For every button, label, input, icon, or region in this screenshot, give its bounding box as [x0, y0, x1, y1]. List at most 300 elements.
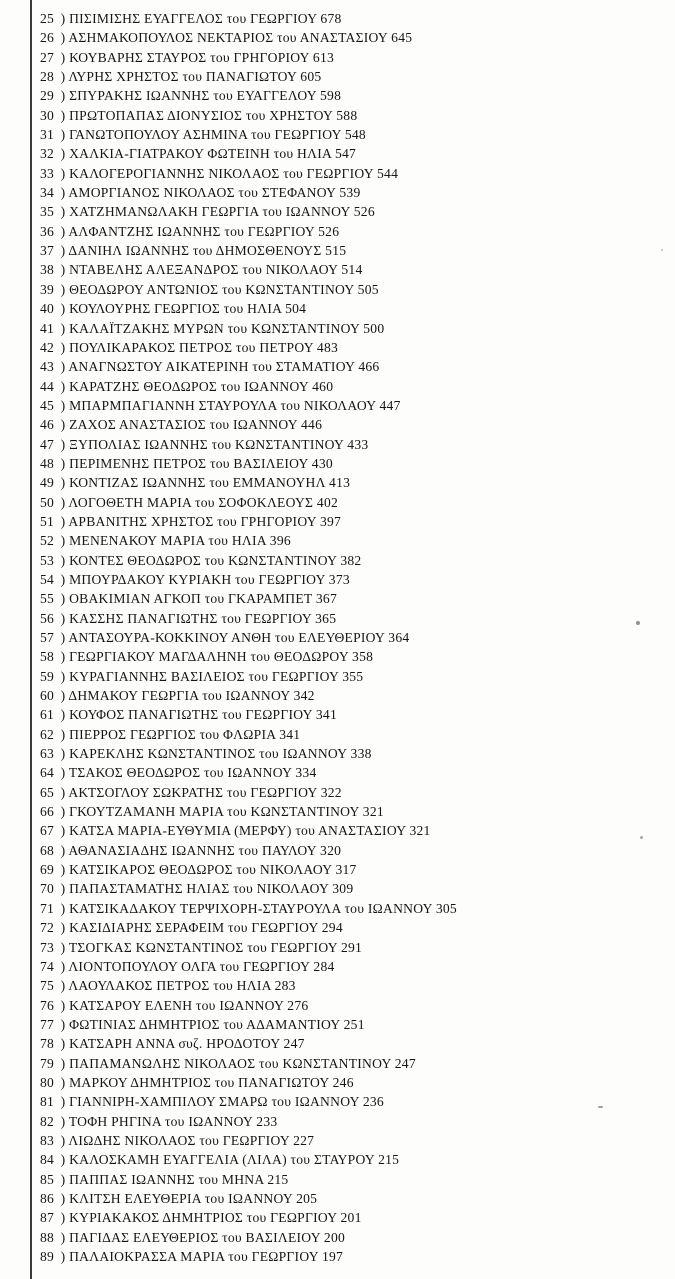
entry-number: 73: [40, 939, 55, 955]
entry-number: 37: [40, 243, 55, 259]
entry-number: 68: [40, 842, 55, 858]
candidate-entry: [40, 609, 671, 628]
parent-name: ΝΙΚΟΛΑΟΥ: [256, 881, 329, 897]
vote-count: 305: [435, 900, 457, 916]
entry-paren: ): [57, 1113, 69, 1129]
candidate-entry: [40, 802, 671, 821]
entry-paren: ): [57, 1132, 69, 1148]
relation-word: του: [182, 69, 203, 85]
entry-paren: ): [57, 301, 70, 317]
relation-word: του: [242, 262, 263, 278]
candidate-entry: [40, 9, 671, 28]
candidate-entry: [40, 454, 671, 473]
relation-word: του: [199, 1132, 220, 1148]
scan-speck: [636, 621, 640, 625]
entry-paren: ): [57, 11, 70, 26]
relation-word: του: [238, 842, 259, 858]
candidate-name: ΜΠΟΥΡΔΑΚΟΥ ΚΥΡΙΑΚΗ: [69, 571, 232, 587]
relation-word: του: [204, 591, 225, 607]
candidate-entry: [40, 164, 671, 183]
entry-paren: ): [57, 997, 70, 1013]
candidate-entry: [40, 1247, 671, 1266]
relation-word: του: [274, 630, 295, 645]
candidate-name: ΠΑΠΑΜΑΝΩΛΗΣ ΝΙΚΟΛΑΟΣ: [69, 1055, 256, 1071]
parent-name: ΙΩΑΝΝΟΥ: [219, 997, 284, 1013]
parent-name: ΠΑΝΑΓΙΩΤΟΥ: [205, 69, 297, 85]
candidate-name: ΔΗΜΑΚΟΥ ΓΕΩΡΓΙΑ: [68, 688, 199, 704]
vote-count: 515: [325, 243, 347, 259]
entry-number: 81: [40, 1094, 55, 1110]
vote-count: 397: [319, 513, 342, 529]
relation-word: του: [204, 552, 225, 568]
vote-count: 364: [388, 630, 410, 645]
candidate-name: ΚΑΣΙΔΙΑΡΗΣ ΣΕΡΑΦΕΙΜ: [69, 920, 225, 936]
vote-count: 294: [321, 920, 343, 936]
entry-paren: ): [57, 726, 70, 742]
candidate-name: ΚΟΝΤΙΖΑΣ ΙΩΑΝΝΗΣ: [69, 475, 206, 491]
relation-word: του: [223, 301, 244, 317]
relation-word: του: [214, 1074, 235, 1090]
parent-name: ΙΩΑΝΝΟΥ: [227, 765, 292, 781]
candidate-name: ΠΟΥΛΙΚΑΡΑΚΟΣ ΠΕΤΡΟΣ: [69, 339, 233, 355]
candidate-name: ΚΑΤΣΑ ΜΑΡΙΑ-ΕΥΘΥΜΙΑ (ΜΕΡΦΥ): [69, 823, 292, 839]
entry-paren: ): [57, 881, 70, 897]
vote-count: 483: [316, 339, 339, 355]
relation-word: του: [227, 320, 248, 336]
entry-paren: ): [57, 359, 69, 375]
relation-word: του: [223, 1016, 244, 1032]
relation-word: του: [217, 513, 237, 529]
vote-count: 447: [379, 397, 401, 413]
entry-paren: ): [57, 455, 70, 471]
candidate-entry: [40, 319, 671, 338]
vote-count: 236: [362, 1094, 384, 1110]
entry-number: 69: [40, 862, 55, 878]
parent-name: ΗΡΟΔΟΤΟΥ: [206, 1036, 280, 1052]
entry-number: 83: [40, 1132, 55, 1148]
relation-word: του: [164, 1113, 185, 1129]
relation-word: του: [259, 1055, 279, 1071]
candidate-entry: [40, 744, 671, 763]
candidate-name: ΑΜΟΡΓΙΑΝΟΣ ΝΙΚΟΛΑΟΣ: [68, 185, 235, 201]
entry-number: 75: [40, 978, 55, 994]
candidate-name: ΚΑΡΑΤΖΗΣ ΘΕΟΔΩΡΟΣ: [69, 378, 218, 394]
parent-name: ΗΛΙΑ: [231, 533, 267, 549]
entry-number: 39: [40, 281, 55, 297]
candidate-name: ΜΠΑΡΜΠΑΓΙΑΝΝΗ ΣΤΑΥΡΟΥΛΑ: [69, 397, 277, 413]
relation-word: του: [209, 417, 230, 433]
entry-number: 71: [40, 900, 55, 916]
vote-count: 227: [293, 1132, 315, 1148]
vote-count: 402: [316, 494, 339, 510]
entry-paren: ): [57, 533, 70, 549]
vote-count: 544: [376, 165, 399, 181]
parent-name: ΓΕΩΡΓΙΟΥ: [270, 939, 338, 955]
parent-name: ΣΤΕΦΑΝΟΥ: [261, 185, 336, 201]
parent-name: ΓΡΗΓΟΡΙΟΥ: [233, 49, 310, 65]
candidate-name: ΠΑΠΑΣΤΑΜΑΤΗΣ ΗΛΙΑΣ: [69, 881, 230, 897]
entry-paren: ): [57, 978, 69, 994]
vote-count: 317: [335, 862, 357, 878]
entry-number: 86: [40, 1190, 55, 1206]
candidate-name: ΤΣΟΓΚΑΣ ΚΩΝΣΤΑΝΤΙΝΟΣ: [68, 939, 244, 955]
vote-count: 413: [329, 475, 351, 491]
parent-name: ΙΩΑΝΝΟΥ: [225, 688, 290, 704]
vote-count: 500: [363, 320, 385, 336]
entry-number: 32: [40, 146, 55, 162]
candidate-entry: [40, 473, 671, 492]
candidate-name: ΚΑΤΣΙΚΑΔΑΚΟΥ ΤΕΡΨΙΧΟΡΗ-ΣΤΑΥΡΟΥΛΑ: [69, 900, 341, 916]
candidate-name: ΘΕΟΔΩΡΟΥ ΑΝΤΩΝΙΟΣ: [69, 281, 219, 297]
vote-count: 396: [269, 533, 291, 549]
parent-name: ΙΩΑΝΝΟΥ: [367, 900, 433, 916]
candidate-entry: [40, 1054, 671, 1073]
parent-name: ΣΟΦΟΚΛΕΟΥΣ: [218, 494, 314, 510]
candidate-name: ΚΥΡΑΓΙΑΝΝΗΣ ΒΑΣΙΛΕΙΟΣ: [69, 668, 245, 684]
parent-name: ΑΔΑΜΑΝΤΙΟΥ: [246, 1016, 340, 1032]
entry-paren: ): [57, 842, 69, 858]
parent-name: ΒΑΣΙΛΕΙΟΥ: [233, 455, 309, 471]
relation-word: του: [259, 746, 279, 762]
candidate-entry: [40, 1034, 671, 1053]
entry-number: 61: [40, 707, 55, 723]
candidate-name: ΓΕΩΡΓΙΑΚΟΥ ΜΑΓΔΑΛΗΝΗ: [69, 649, 247, 665]
parent-name: ΚΩΝΣΤΑΝΤΙΝΟΥ: [228, 552, 337, 568]
entry-paren: ): [57, 958, 69, 974]
vote-count: 233: [256, 1113, 278, 1129]
vote-count: 645: [391, 30, 413, 46]
parent-name: ΒΑΣΙΛΕΙΟΥ: [245, 1229, 321, 1245]
parent-name: ΙΩΑΝΝΟΥ: [282, 746, 347, 762]
candidate-entry: [40, 222, 671, 241]
candidate-name: ΚΑΣΣΗΣ ΠΑΝΑΓΙΩΤΗΣ: [69, 610, 218, 626]
entry-number: 38: [40, 262, 55, 278]
parent-name: ΚΩΝΣΤΑΝΤΙΝΟΥ: [245, 281, 354, 297]
vote-count: 588: [336, 107, 358, 123]
candidate-entry: [40, 435, 671, 454]
parent-name: ΗΛΙΑ: [297, 146, 332, 162]
candidate-entry: [40, 28, 671, 47]
candidate-entry: [40, 1208, 671, 1227]
vote-count: 358: [352, 649, 374, 665]
candidate-name: ΛΙΩΔΗΣ ΝΙΚΟΛΑΟΣ: [68, 1132, 196, 1148]
entry-number: 60: [40, 688, 55, 704]
candidate-entry: [40, 860, 671, 879]
parent-name: ΓΕΩΡΓΙΟΥ: [251, 1249, 319, 1264]
vote-count: 321: [409, 823, 431, 839]
candidate-entry: [40, 1092, 671, 1111]
entry-number: 77: [40, 1016, 55, 1032]
entry-number: 30: [40, 107, 55, 123]
candidate-entry: [40, 202, 671, 221]
parent-name: ΓΡΗΓΟΡΙΟΥ: [240, 513, 317, 529]
vote-count: 322: [320, 784, 342, 800]
candidate-entry: [40, 667, 671, 686]
entry-number: 72: [40, 920, 55, 936]
candidate-name: ΝΤΑΒΕΛΗΣ ΑΛΕΞΑΝΔΡΟΣ: [69, 262, 239, 278]
parent-name: ΙΩΑΝΝΟΥ: [188, 1113, 253, 1129]
entry-paren: ): [57, 417, 70, 433]
candidate-name: ΛΙΟΝΤΟΠΟΥΛΟΥ ΟΛΓΑ: [68, 958, 217, 974]
candidate-name: ΠΡΩΤΟΠΑΠΑΣ ΔΙΟΝΥΣΙΟΣ: [69, 107, 243, 123]
parent-name: ΚΩΝΣΤΑΝΤΙΝΟΥ: [235, 436, 344, 452]
candidate-entry: [40, 957, 671, 976]
entry-number: 85: [40, 1171, 55, 1187]
relation-word: του: [209, 475, 230, 491]
parent-name: ΓΕΩΡΓΙΟΥ: [250, 784, 318, 800]
candidate-entry: [40, 783, 671, 802]
relation-word: του: [344, 900, 365, 916]
candidate-name: ΚΟΥΒΑΡΗΣ ΣΤΑΥΡΟΣ: [69, 49, 207, 65]
parent-name: ΓΚΑΡΑΜΠΕΤ: [228, 591, 313, 607]
entry-number: 58: [40, 649, 55, 665]
entry-paren: ): [57, 146, 70, 162]
entry-number: 41: [40, 320, 55, 336]
entry-paren: ): [57, 1074, 70, 1090]
vote-count: 514: [341, 262, 363, 278]
candidate-entry: [40, 976, 671, 995]
scan-speck: [598, 1106, 603, 1108]
parent-name: ΜΗΝΑ: [221, 1171, 264, 1187]
relation-word: του: [194, 494, 215, 510]
candidate-name: ΑΝΤΑΣΟΥΡΑ-ΚΟΚΚΙΝΟΥ ΑΝΘΗ: [68, 630, 272, 645]
relation-word: του: [250, 649, 271, 665]
candidate-entry: [40, 1131, 671, 1150]
candidate-name: ΧΑΛΚΙΑ-ΓΙΑΤΡΑΚΟΥ ΦΩΤΕΙΝΗ: [69, 146, 270, 162]
entry-paren: ): [57, 243, 69, 259]
candidate-name: ΑΘΑΝΑΣΙΑΔΗΣ ΙΩΑΝΝΗΣ: [68, 842, 235, 858]
entry-paren: ): [57, 823, 70, 839]
parent-name: ΚΩΝΣΤΑΝΤΙΝΟΥ: [250, 804, 360, 820]
entry-number: 25: [40, 11, 55, 26]
entry-paren: ): [57, 746, 70, 762]
candidate-name: ΚΥΡΙΑΚΑΚΟΣ ΔΗΜΗΤΡΙΟΣ: [69, 1210, 244, 1226]
candidate-entry: [40, 879, 671, 898]
candidate-name: ΤΣΑΚΟΣ ΘΕΟΔΩΡΟΣ: [68, 765, 201, 781]
entry-number: 45: [40, 397, 55, 413]
vote-count: 365: [315, 610, 337, 626]
entry-number: 64: [40, 765, 55, 781]
entry-paren: ): [57, 630, 69, 645]
vote-count: 605: [300, 69, 322, 85]
relation-word: του: [222, 1229, 242, 1245]
candidate-name: ΖΑΧΟΣ ΑΝΑΣΤΑΣΙΟΣ: [69, 417, 206, 433]
relation-word: του: [226, 11, 247, 26]
candidate-entry: [40, 725, 671, 744]
entry-number: 59: [40, 668, 55, 684]
relation-word: του: [192, 243, 213, 259]
relation-word: του: [204, 765, 224, 781]
candidate-name: ΛΥΡΗΣ ΧΡΗΣΤΟΣ: [68, 69, 179, 85]
vote-count: 466: [358, 359, 380, 375]
entry-paren: ): [57, 1016, 70, 1032]
relation-word: του: [202, 688, 222, 704]
parent-name: ΗΛΙΑ: [247, 301, 282, 317]
relation-word: του: [210, 49, 230, 65]
vote-count: 334: [295, 765, 317, 781]
candidate-entry: [40, 1189, 671, 1208]
candidate-entry: [40, 396, 671, 415]
candidate-entry: [40, 280, 671, 299]
relation-word: του: [246, 1210, 267, 1226]
candidate-name: ΠΙΣΙΜΙΣΗΣ ΕΥΑΓΓΕΛΟΣ: [69, 11, 224, 26]
entry-number: 74: [40, 958, 55, 974]
vote-count: 433: [347, 436, 369, 452]
entry-number: 50: [40, 494, 55, 510]
candidate-entry: [40, 647, 671, 666]
candidate-name: ΣΠΥΡΑΚΗΣ ΙΩΑΝΝΗΣ: [69, 88, 210, 104]
entry-paren: ): [57, 668, 70, 684]
entry-paren: ): [57, 571, 70, 587]
parent-name: ΙΩΑΝΝΟΥ: [244, 378, 309, 394]
candidate-entry: [40, 1228, 671, 1247]
parent-name: ΓΕΩΡΓΙΟΥ: [251, 920, 319, 936]
relation-word: του: [228, 1249, 248, 1264]
candidate-name: ΚΟΥΦΟΣ ΠΑΝΑΓΙΩΤΗΣ: [69, 707, 219, 723]
entry-paren: ): [57, 339, 70, 355]
relation-word: του: [235, 571, 255, 587]
entry-number: 80: [40, 1074, 55, 1090]
entry-paren: ): [57, 939, 69, 955]
candidate-entry: [40, 106, 671, 125]
candidate-entry: [40, 260, 671, 279]
parent-name: ΕΥΑΓΓΕΛΟΥ: [236, 88, 317, 104]
candidate-name: ΠΑΠΠΑΣ ΙΩΑΝΝΗΣ: [69, 1171, 195, 1187]
entry-paren: ): [57, 784, 69, 800]
candidate-entry: [40, 705, 671, 724]
vote-count: 338: [350, 746, 372, 762]
entry-number: 88: [40, 1229, 55, 1245]
entry-number: 26: [40, 30, 55, 46]
entry-paren: ): [57, 1190, 70, 1206]
relation-word: του: [227, 920, 248, 936]
vote-count: 247: [394, 1055, 416, 1071]
relation-word: του: [245, 107, 266, 123]
candidate-entry: [40, 1015, 671, 1034]
candidate-name: ΛΟΓΟΘΕΤΗ ΜΑΡΙΑ: [68, 494, 192, 510]
candidate-entry: [40, 551, 671, 570]
candidate-name: ΚΛΙΤΣΗ ΕΛΕΥΘΕΡΙΑ: [69, 1190, 202, 1206]
entry-number: 51: [40, 513, 55, 529]
relation-word: του: [233, 881, 253, 897]
parent-name: ΓΕΩΡΓΙΟΥ: [271, 668, 339, 684]
candidate-name: ΚΑΛΟΣΚΑΜΗ ΕΥΑΓΓΕΛΙΑ (ΛΙΛΑ): [69, 1152, 287, 1168]
entry-paren: ): [57, 397, 70, 413]
relation-word: του: [235, 339, 256, 355]
entry-number: 82: [40, 1113, 55, 1129]
entry-paren: ): [57, 320, 70, 336]
parent-name: ΙΩΑΝΝΟΥ: [285, 204, 351, 220]
candidate-entry: [40, 821, 671, 840]
candidate-name: ΑΡΒΑΝΙΤΗΣ ΧΡΗΣΤΟΣ: [68, 513, 214, 529]
entry-paren: ): [57, 494, 69, 510]
candidate-entry: [40, 299, 671, 318]
vote-count: 247: [283, 1036, 305, 1052]
entry-number: 44: [40, 378, 55, 394]
vote-count: 291: [340, 939, 363, 955]
vote-count: 215: [378, 1152, 400, 1168]
entry-paren: ): [57, 804, 70, 820]
candidate-entry: [40, 938, 671, 957]
candidate-name: ΠΙΕΡΡΟΣ ΓΕΩΡΓΙΟΣ: [69, 726, 196, 742]
vote-count: 373: [328, 571, 350, 587]
vote-count: 341: [279, 726, 301, 742]
entry-number: 27: [40, 49, 55, 65]
entry-number: 29: [40, 88, 55, 104]
candidate-entry: [40, 918, 671, 937]
entry-paren: ): [57, 262, 70, 278]
scan-speck: [661, 249, 663, 251]
vote-count: 321: [362, 804, 384, 820]
vote-count: 246: [332, 1074, 354, 1090]
candidate-name: ΓΙΑΝΝΙΡΗ-ΧΑΜΠΙΛΟΥ ΣΜΑΡΩ: [69, 1094, 268, 1110]
candidate-entry: [40, 589, 671, 608]
candidate-name: ΞΥΠΟΛΙΑΣ ΙΩΑΝΝΗΣ: [69, 436, 208, 452]
entry-number: 31: [40, 127, 55, 143]
vote-count: 613: [312, 49, 335, 65]
parent-name: ΦΛΩΡΙΑ: [222, 726, 276, 742]
entry-number: 55: [40, 591, 55, 607]
parent-name: ΧΡΗΣΤΟΥ: [269, 107, 333, 123]
entry-number: 52: [40, 533, 55, 549]
candidate-name: ΠΑΛΑΙΟΚΡΑΣΣΑ ΜΑΡΙΑ: [69, 1249, 225, 1264]
candidate-name: ΑΣΗΜΑΚΟΠΟΥΛΟΣ ΝΕΚΤΑΡΙΟΣ: [68, 30, 274, 46]
entry-number: 49: [40, 475, 55, 491]
candidate-entry: [40, 531, 671, 550]
entry-paren: ): [57, 107, 70, 123]
entry-paren: ): [57, 281, 70, 297]
vote-count: 526: [353, 204, 375, 220]
entry-number: 57: [40, 630, 55, 645]
relation-word: του: [280, 397, 301, 413]
entry-number: 56: [40, 610, 55, 626]
candidate-entry: [40, 1150, 671, 1169]
entry-paren: ): [57, 765, 69, 781]
relation-word: του: [227, 804, 247, 820]
entry-paren: ): [57, 649, 70, 665]
parent-name: ΠΑΝΑΓΙΩΤΟΥ: [238, 1074, 329, 1090]
relation-word: του: [273, 146, 294, 162]
relation-word: του: [198, 1171, 219, 1187]
entry-number: 40: [40, 301, 55, 317]
candidate-name: ΔΑΝΙΗΛ ΙΩΑΝΝΗΣ: [68, 243, 190, 259]
entry-paren: ): [57, 900, 70, 916]
entry-paren: ): [57, 688, 69, 704]
vote-count: 367: [315, 591, 337, 607]
candidate-entry: [40, 1112, 671, 1131]
candidate-entry: [40, 996, 671, 1015]
parent-name: ΝΙΚΟΛΑΟΥ: [303, 397, 376, 413]
relation-word: του: [277, 30, 297, 46]
relation-word: του: [211, 436, 232, 452]
parent-name: ΓΕΩΡΓΙΟΥ: [244, 610, 312, 626]
parent-name: ΓΕΩΡΓΙΟΥ: [222, 1132, 290, 1148]
parent-name: ΓΕΩΡΓΙΟΥ: [243, 958, 310, 974]
vote-count: 283: [274, 978, 296, 994]
parent-name: ΓΕΩΡΓΙΟΥ: [270, 1210, 337, 1226]
candidate-name: ΜΕΝΕΝΑΚΟΥ ΜΑΡΙΑ: [69, 533, 205, 549]
candidate-entry: [40, 841, 671, 860]
candidate-name: ΟΒΑΚΙΜΙΑΝ ΑΓΚΟΠ: [69, 591, 201, 607]
candidate-entry: [40, 338, 671, 357]
vote-count: 430: [311, 455, 333, 471]
entry-number: 62: [40, 726, 55, 742]
entry-number: 48: [40, 455, 55, 471]
parent-name: ΚΩΝΣΤΑΝΤΙΝΟΥ: [250, 320, 360, 336]
entry-paren: ): [57, 1171, 70, 1187]
candidate-name: ΦΩΤΙΝΙΑΣ ΔΗΜΗΤΡΙΟΣ: [69, 1016, 220, 1032]
entry-number: 76: [40, 997, 55, 1013]
